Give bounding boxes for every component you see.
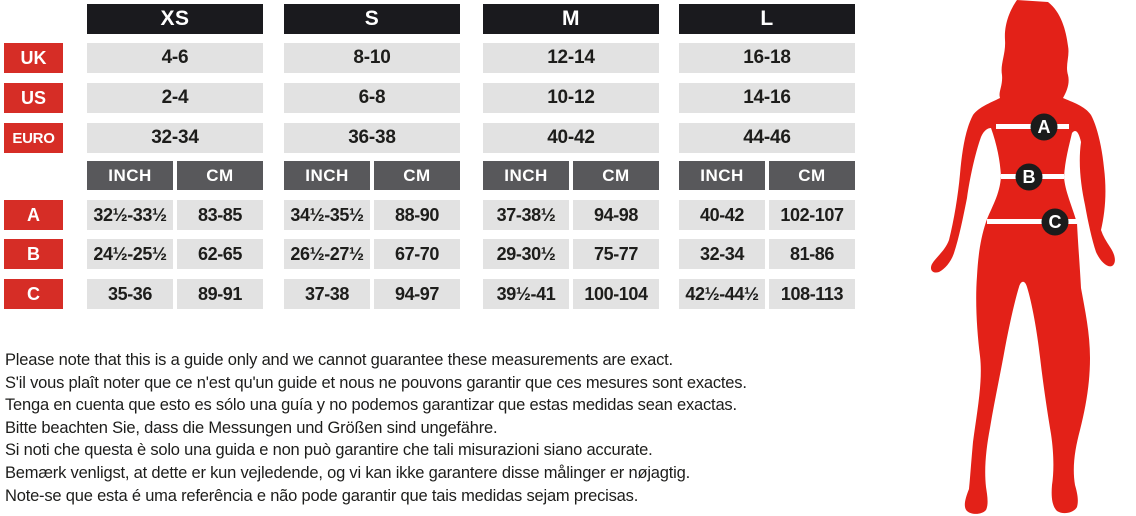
a-l-inch: 40-42 [679, 200, 765, 230]
disclaimer-line-es: Tenga en cuenta que esto es sólo una guía y no podemos garantizar que estas medidas sean exactas. [5, 396, 737, 415]
size-header-m: M [483, 4, 659, 34]
disclaimer-line-en: Please note that this is a guide only and we cannot guarantee these measurements are exact. [5, 351, 673, 369]
b-xs-cells [87, 239, 263, 269]
b-l-cm: 81-86 [769, 239, 855, 269]
row-label-b: B [4, 239, 63, 269]
unit-header-xs [87, 161, 263, 190]
disclaimer-line-it: Si noti che questa è solo una guida e non può garantire che tali misurazioni siano accurate. [5, 441, 653, 460]
b-m-inch: 29-30½ [483, 239, 569, 269]
marker-b-label: B [1022, 167, 1036, 187]
row-label-us: US [4, 83, 63, 113]
row-label-euro: EURO [4, 123, 63, 153]
a-s-inch: 34½-35½ [284, 200, 370, 230]
b-s-cm: 67-70 [374, 239, 460, 269]
c-xs-cm: 89-91 [177, 279, 263, 309]
inch-header: INCH [87, 161, 173, 190]
marker-c-label: C [1048, 212, 1062, 232]
disclaimer-line-da: Bemærk venligst, at dette er kun vejledende, og vi kan ikke garantere disse målinger er nøjagtig. [5, 463, 690, 482]
inch-header: INCH [284, 161, 370, 190]
size-header-xs: XS [87, 4, 263, 34]
euro-l-cell: 44-46 [679, 123, 855, 153]
a-m-cells [483, 200, 659, 230]
marker-a-label: A [1037, 117, 1051, 137]
a-l-cm: 102-107 [769, 200, 855, 230]
size-header-l: L [679, 4, 855, 34]
b-s-cells [284, 239, 460, 269]
c-s-cells [284, 279, 460, 309]
cm-header: CM [177, 161, 263, 190]
us-xs-cell: 2-4 [87, 83, 263, 113]
a-s-cells [284, 200, 460, 230]
uk-l-cell: 16-18 [679, 43, 855, 73]
c-l-inch: 42½-44½ [679, 279, 765, 309]
disclaimer-line-pt: Note-se que esta é uma referência e não pode garantir que tais medidas sejam precisas. [5, 486, 639, 505]
b-xs-cm: 62-65 [177, 239, 263, 269]
b-l-inch: 32-34 [679, 239, 765, 269]
measurement-figure [900, 0, 1136, 516]
uk-xs-cell: 4-6 [87, 43, 263, 73]
us-m-cell: 10-12 [483, 83, 659, 113]
a-l-cells [679, 200, 855, 230]
unit-header-s [284, 161, 460, 190]
unit-header-l [679, 161, 855, 190]
row-label-uk: UK [4, 43, 63, 73]
us-s-cell: 6-8 [284, 83, 460, 113]
c-m-inch: 39½-41 [483, 279, 569, 309]
c-xs-cells [87, 279, 263, 309]
a-s-cm: 88-90 [374, 200, 460, 230]
inch-header: INCH [483, 161, 569, 190]
cm-header: CM [374, 161, 460, 190]
c-l-cm: 108-113 [769, 279, 855, 309]
disclaimer-line-de: Bitte beachten Sie, dass die Messungen und Größen sind ungefähre. [5, 418, 498, 437]
a-xs-cells [87, 200, 263, 230]
b-m-cells [483, 239, 659, 269]
b-s-inch: 26½-27½ [284, 239, 370, 269]
disclaimer-text [5, 349, 885, 507]
inch-header: INCH [679, 161, 765, 190]
euro-s-cell: 36-38 [284, 123, 460, 153]
a-xs-inch: 32½-33½ [87, 200, 173, 230]
euro-m-cell: 40-42 [483, 123, 659, 153]
c-s-inch: 37-38 [284, 279, 370, 309]
uk-m-cell: 12-14 [483, 43, 659, 73]
a-m-cm: 94-98 [573, 200, 659, 230]
b-m-cm: 75-77 [573, 239, 659, 269]
size-header-s: S [284, 4, 460, 34]
b-xs-inch: 24½-25½ [87, 239, 173, 269]
cm-header: CM [769, 161, 855, 190]
a-xs-cm: 83-85 [177, 200, 263, 230]
c-xs-inch: 35-36 [87, 279, 173, 309]
c-m-cells [483, 279, 659, 309]
unit-header-m [483, 161, 659, 190]
row-label-c: C [4, 279, 63, 309]
c-m-cm: 100-104 [573, 279, 659, 309]
c-s-cm: 94-97 [374, 279, 460, 309]
c-l-cells [679, 279, 855, 309]
row-label-a: A [4, 200, 63, 230]
uk-s-cell: 8-10 [284, 43, 460, 73]
female-silhouette [931, 0, 1115, 514]
disclaimer-line-fr: S'il vous plaît noter que ce n'est qu'un guide et nous ne pouvons garantir que ces mesures sont exactes. [5, 373, 747, 392]
b-l-cells [679, 239, 855, 269]
us-l-cell: 14-16 [679, 83, 855, 113]
a-m-inch: 37-38½ [483, 200, 569, 230]
cm-header: CM [573, 161, 659, 190]
euro-xs-cell: 32-34 [87, 123, 263, 153]
